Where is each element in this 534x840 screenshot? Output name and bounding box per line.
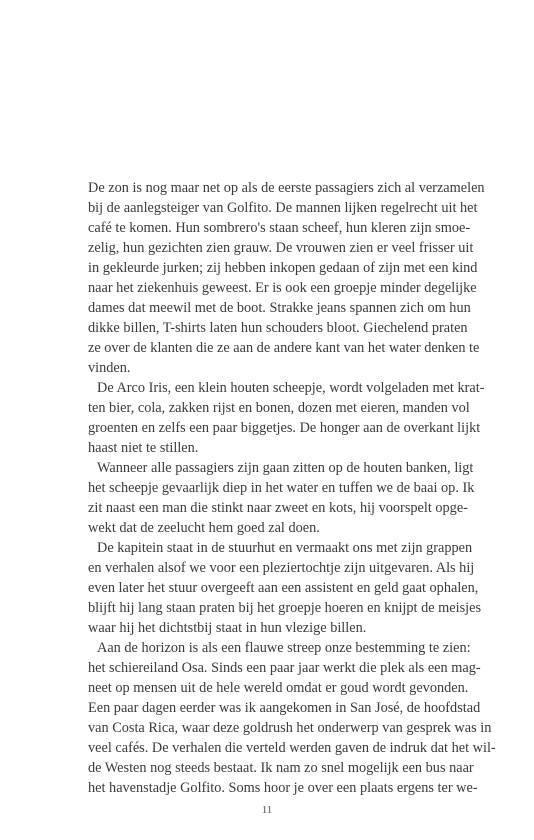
text-line: even later het stuur overgeeft aan een assistent en geld gaat ophalen, [88, 580, 479, 596]
text-line: De Arco Iris, een klein houten scheepje, wordt volgeladen met krat- [97, 380, 485, 396]
text-line: Wanneer alle passagiers zijn gaan zitten op de houten banken, ligt [97, 460, 474, 476]
text-line: haast niet te stillen. [88, 440, 199, 456]
text-line: veel cafés. De verhalen die verteld werden gaven de indruk dat het wil- [88, 740, 496, 756]
text-line: dames dat meewil met de boot. Strakke jeans spannen zich om hun [88, 300, 471, 316]
text-line: naar het ziekenhuis geweest. Er is ook een groepje minder degelijke [88, 280, 477, 296]
page-number: 11 [261, 804, 273, 816]
text-line: het schiereiland Osa. Sinds een paar jaar werkt die plek als een mag- [88, 660, 481, 676]
text-line: in gekleurde jurken; zij hebben inkopen gedaan of zijn met een kind [88, 260, 478, 276]
text-line: waar hij het dichtstbij staat in hun vlezige billen. [88, 620, 367, 636]
text-line: vinden. [88, 360, 131, 376]
text-line: Een paar dagen eerder was ik aangekomen in San José, de hoofdstad [88, 700, 481, 716]
text-line: het havenstadje Golfito. Soms hoor je over een plaats ergens ter we- [88, 780, 478, 796]
text-line: en verhalen alsof we voor een pleziertochtje zijn uitgevaren. Als hij [88, 560, 475, 576]
text-line: De kapitein staat in de stuurhut en vermaakt ons met zijn grappen [97, 540, 473, 556]
text-line: De zon is nog maar net op als de eerste passagiers zich al verzamelen [88, 180, 485, 196]
text-line: de Westen nog steeds bestaat. Ik nam zo snel mogelijk een bus naar [88, 760, 474, 776]
text-line: Aan de horizon is als een flauwe streep onze bestemming te zien: [97, 640, 471, 656]
text-line: het scheepje gevaarlijk diep in het water en tuffen we de baai op. Ik [88, 480, 475, 496]
text-line: wekt dat de zeelucht hem goed zal doen. [88, 520, 320, 536]
text-line: zit naast een man die stinkt naar zweet en kots, hij voorspelt opge- [88, 500, 468, 516]
text-line: van Costa Rica, waar deze goldrush het onderwerp van gesprek was in [88, 720, 492, 736]
text-line: dikke billen, T-shirts laten hun schouders bloot. Giechelend praten [88, 320, 468, 336]
text-line: neet op mensen uit de hele wereld omdat er goud wordt gevonden. [88, 680, 469, 696]
text-line: blijft hij lang staan praten bij het groepje hoeren en knijpt de meisjes [88, 600, 482, 616]
text-line: café te komen. Hun sombrero's staan scheef, hun kleren zijn smoe- [88, 220, 471, 236]
text-line: bij de aanlegsteiger van Golfito. De mannen lijken regelrecht uit het [88, 200, 478, 216]
text-line: ten bier, cola, zakken rijst en bonen, dozen met eieren, manden vol [88, 400, 470, 416]
text-line: ze over de klanten die ze aan de andere kant van het water denken te [88, 340, 480, 356]
text-line: groenten en zelfs een paar biggetjes. De honger aan de overkant lijkt [88, 420, 481, 436]
text-line: zelig, hun gezichten zien grauw. De vrouwen zien er veel frisser uit [88, 240, 474, 256]
